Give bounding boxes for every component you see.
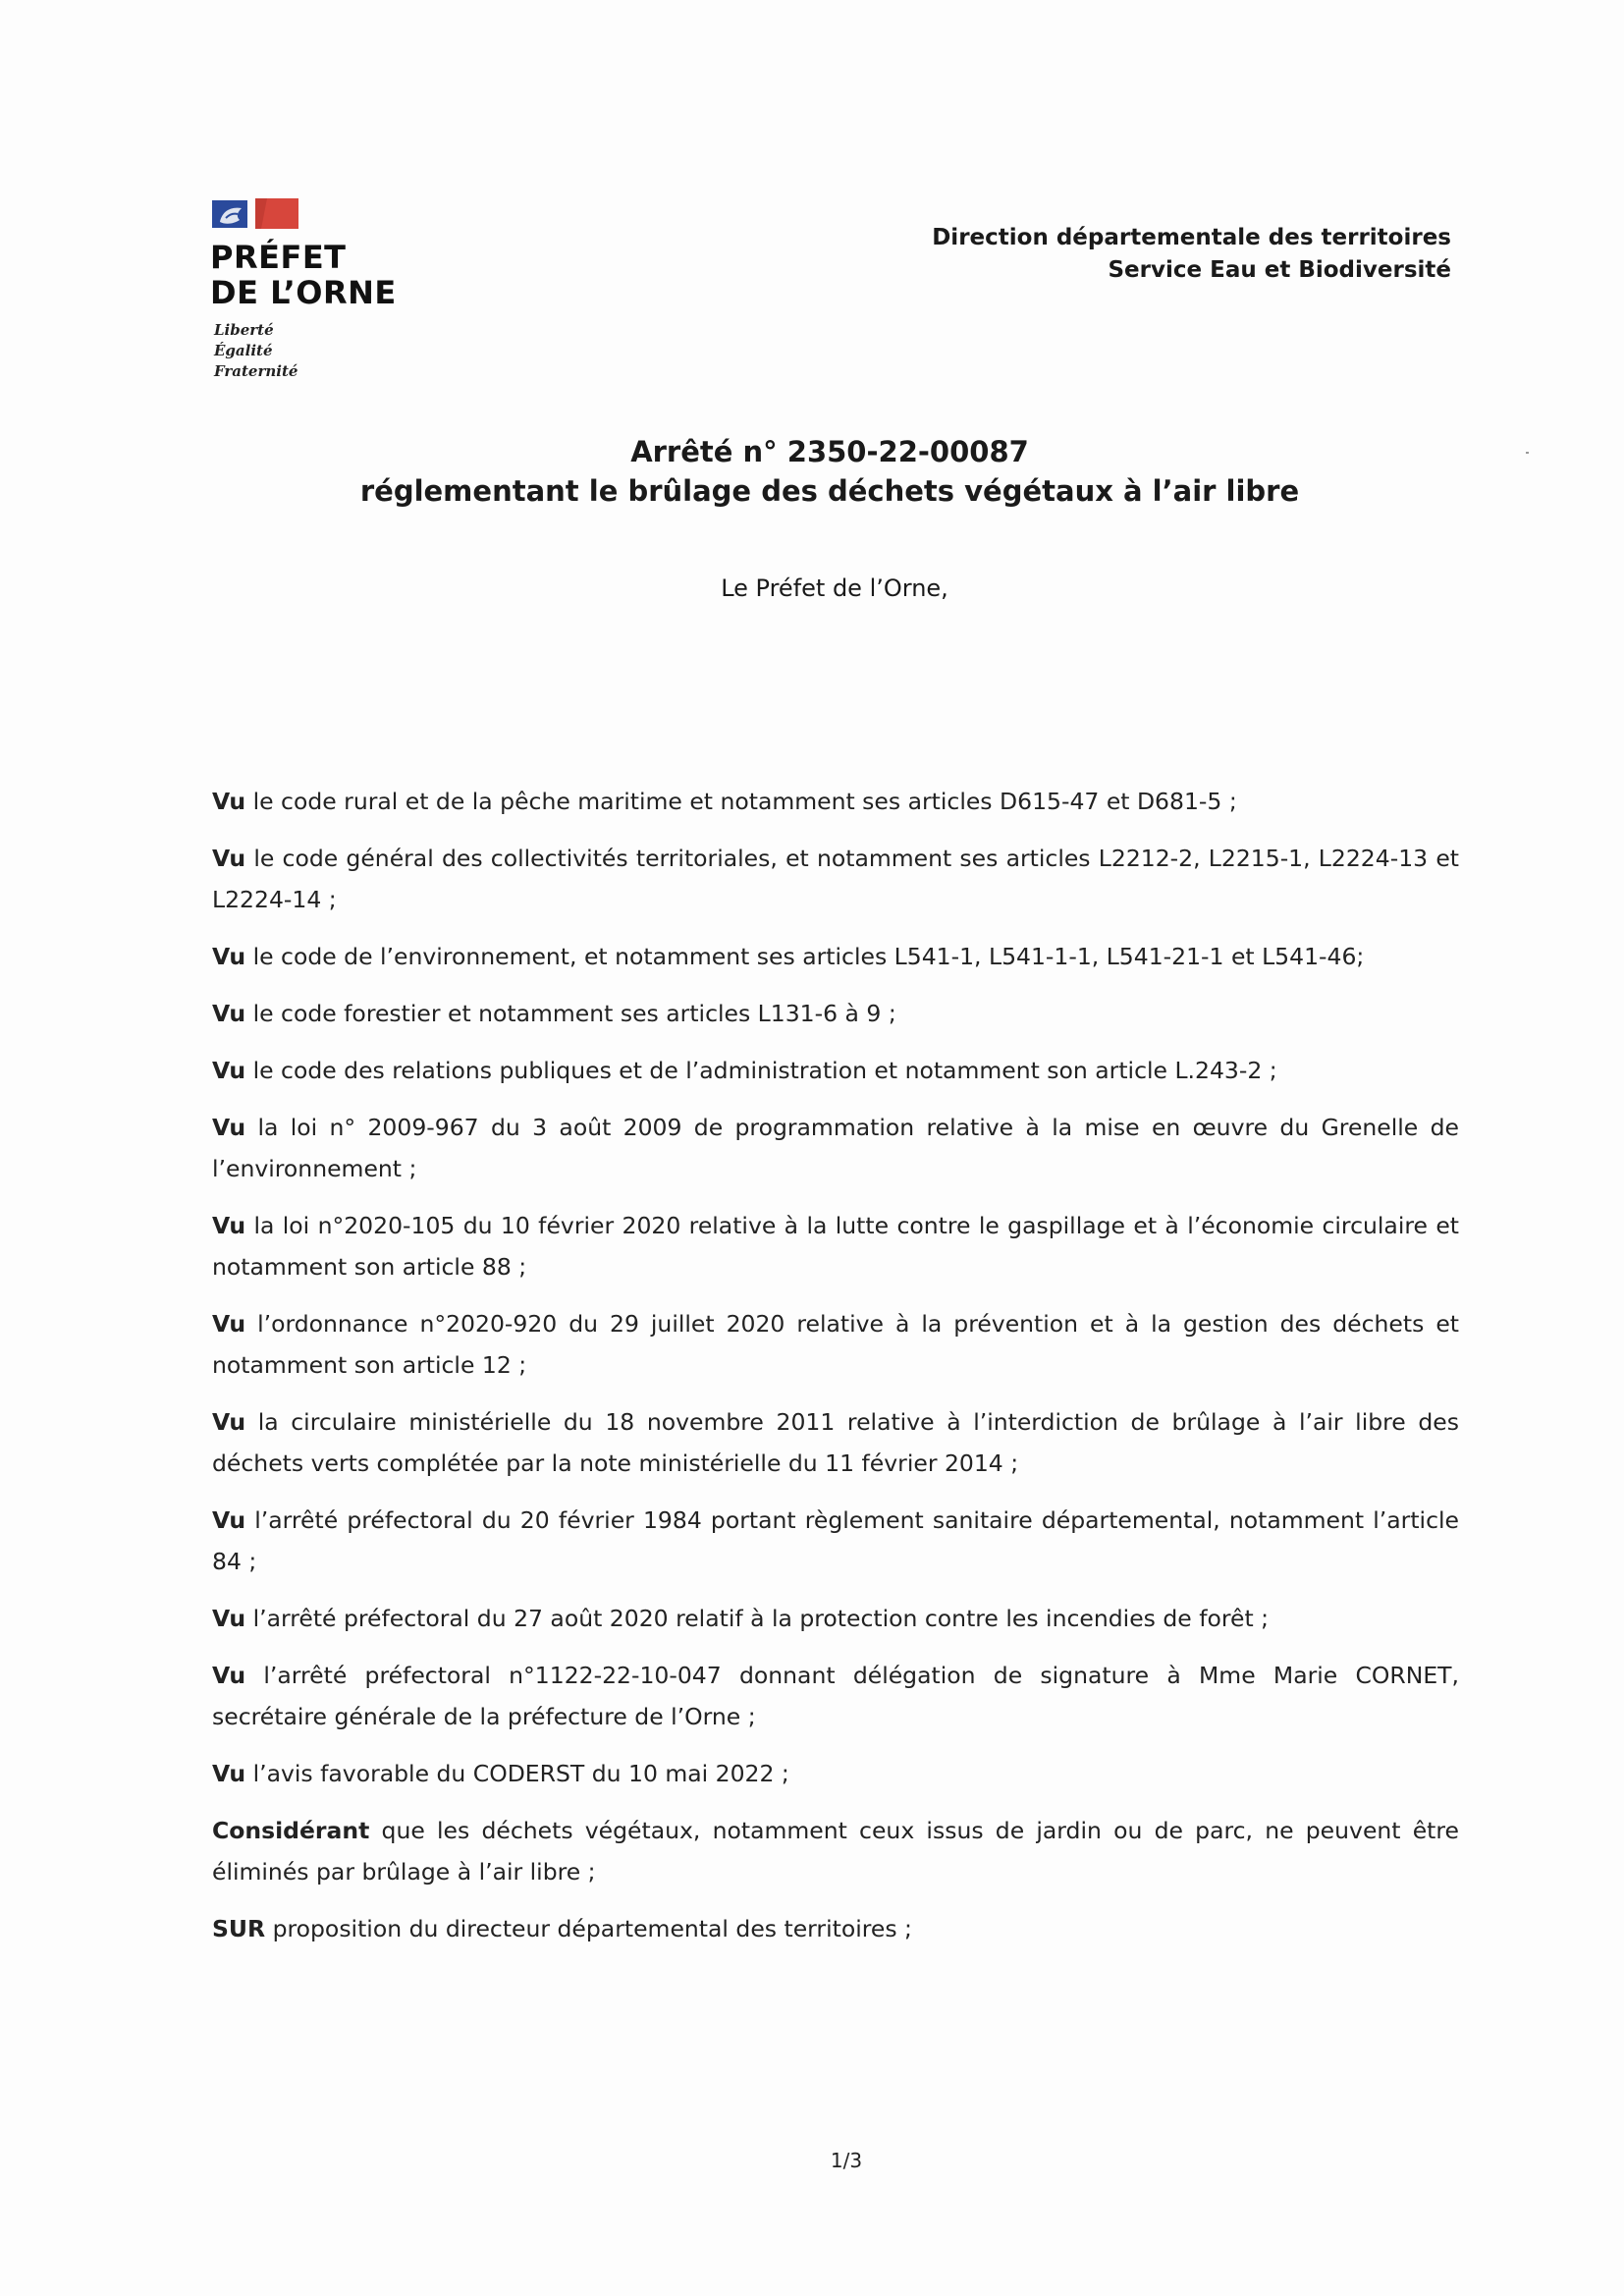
- visa-keyword: Vu: [212, 1506, 246, 1534]
- visa-text: l’arrêté préfectoral n°1122-22-10-047 donnant délégation de signature à Mme Marie CORNET, secrétaire générale de la préfecture de l’Orne ;: [212, 1662, 1459, 1730]
- visa-text: le code forestier et notamment ses articles L131-6 à 9 ;: [245, 1000, 896, 1027]
- visa-item: [212, 1205, 1459, 1287]
- visa-keyword: Vu: [212, 1114, 246, 1141]
- decree-number: Arrêté n° 2350-22-00087: [630, 435, 1029, 468]
- visa-item: [212, 781, 1459, 822]
- visa-text: l’ordonnance n°2020-920 du 29 juillet 2020 relative à la prévention et à la gestion des déchets et notamment son article 12 ;: [212, 1310, 1459, 1379]
- decree-subject: réglementant le brûlage des déchets végétaux à l’air libre: [359, 474, 1300, 508]
- visa-text: le code général des collectivités territoriales, et notamment ses articles L2212-2, L2215-1, L2224-13 et L2224-14 ;: [212, 845, 1459, 913]
- visa-item: [212, 838, 1459, 920]
- visa-item: [212, 1655, 1459, 1737]
- visa-text: l’arrêté préfectoral du 27 août 2020 relatif à la protection contre les incendies de forêt ;: [245, 1605, 1270, 1632]
- visa-text: le code rural et de la pêche maritime et notamment ses articles D615-47 et D681-5 ;: [245, 788, 1237, 815]
- visa-item: [212, 1753, 1459, 1794]
- visa-item: [212, 1598, 1459, 1639]
- visa-keyword: Vu: [212, 788, 246, 815]
- considering-text: que les déchets végétaux, notamment ceux issus de jardin ou de parc, ne peuvent être éliminés par brûlage à l’air libre ;: [212, 1817, 1459, 1886]
- visa-keyword: Vu: [212, 1605, 246, 1632]
- republic-motto: [214, 320, 298, 382]
- visa-item: [212, 1500, 1459, 1582]
- considering-item: [212, 1810, 1459, 1892]
- page-number: 1/3: [830, 2149, 863, 2172]
- visa-item: [212, 1050, 1459, 1091]
- decree-title: [0, 432, 1624, 511]
- visa-text: l’avis favorable du CODERST du 10 mai 2022 ;: [245, 1760, 789, 1787]
- motto-liberte: Liberté: [214, 321, 274, 339]
- visa-keyword: Vu: [212, 1408, 246, 1436]
- visa-text: l’arrêté préfectoral du 20 février 1984 portant règlement sanitaire départemental, notamment l’article 84 ;: [212, 1506, 1459, 1575]
- prefet-name-line-2: DE L’ORNE: [210, 274, 397, 311]
- visa-keyword: Vu: [212, 1662, 246, 1689]
- service-direction: Direction départementale des territoires: [932, 225, 1451, 250]
- visa-text: la circulaire ministérielle du 18 novembre 2011 relative à l’interdiction de brûlage à l’air libre des déchets verts complétée par la note ministérielle du 11 février 2014 ;: [212, 1408, 1459, 1477]
- prefet-name-line-1: PRÉFET: [210, 239, 347, 276]
- proposal-text: proposition du directeur départemental des territoires ;: [265, 1915, 912, 1942]
- visa-text: le code de l’environnement, et notamment ses articles L541-1, L541-1-1, L541-21-1 et L541-46;: [245, 943, 1365, 970]
- marianne-logo-icon: [212, 198, 302, 230]
- visa-item: [212, 1303, 1459, 1386]
- visa-keyword: Vu: [212, 943, 246, 970]
- motto-egalite: Égalité: [214, 342, 273, 359]
- visa-keyword: Vu: [212, 1212, 246, 1239]
- motto-fraternite: Fraternité: [214, 362, 298, 380]
- considering-keyword: Considérant: [212, 1817, 370, 1844]
- issuer-line: Le Préfet de l’Orne,: [721, 574, 948, 602]
- visa-text: le code des relations publiques et de l’administration et notamment son article L.243-2 ;: [245, 1057, 1277, 1084]
- prefet-name: [210, 240, 397, 310]
- scan-speck: [1526, 452, 1529, 454]
- visa-item: [212, 1401, 1459, 1484]
- visa-keyword: Vu: [212, 1057, 246, 1084]
- visa-keyword: Vu: [212, 845, 246, 872]
- visa-text: la loi n° 2009-967 du 3 août 2009 de programmation relative à la mise en œuvre du Grenelle de l’environnement ;: [212, 1114, 1459, 1182]
- visa-item: [212, 1107, 1459, 1189]
- service-name: Service Eau et Biodiversité: [1108, 257, 1451, 283]
- visa-keyword: Vu: [212, 1000, 246, 1027]
- visa-keyword: Vu: [212, 1310, 246, 1338]
- proposal-item: [212, 1908, 1459, 1949]
- visa-item: [212, 936, 1459, 977]
- visa-keyword: Vu: [212, 1760, 246, 1787]
- visa-item: [212, 993, 1459, 1034]
- proposal-keyword: SUR: [212, 1915, 266, 1942]
- service-header: [932, 222, 1451, 287]
- visas-list: [212, 781, 1459, 1965]
- visa-text: la loi n°2020-105 du 10 février 2020 relative à la lutte contre le gaspillage et à l’économie circulaire et notamment son article 88 ;: [212, 1212, 1459, 1281]
